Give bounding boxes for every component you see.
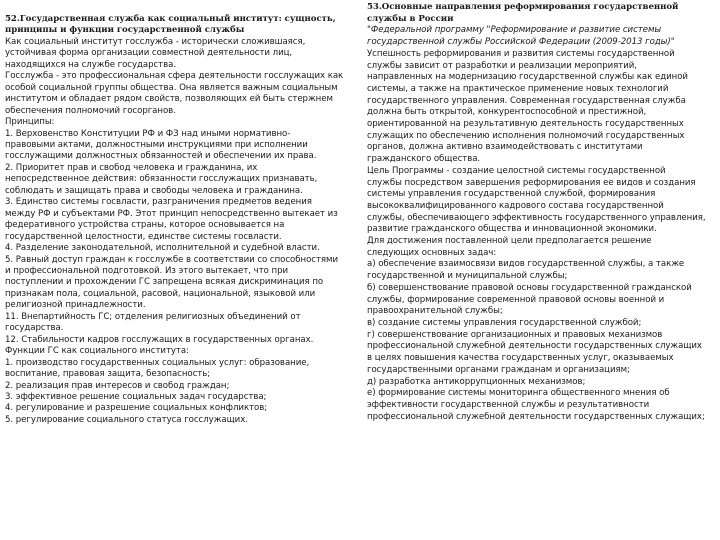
left-text-line: находящихся на службе государства. bbox=[5, 59, 177, 70]
left-text-line: федеративного устройства страны, которое основывается на bbox=[5, 220, 285, 231]
left-text-line: Функции ГС как социального института: bbox=[5, 346, 189, 357]
right-text-line: государственной и муниципальной службы; bbox=[367, 271, 568, 282]
left-text-line: 4. регулирование и разрешение социальных конфликтов; bbox=[5, 403, 268, 414]
right-text-line: "Федеральной программу "Реформирование и развитие системы bbox=[367, 25, 662, 36]
right-text-line: Цель Программы - создание целостной системы государственной bbox=[367, 165, 666, 176]
right-text-line: е) формирование системы мониторинга общественного мнения об bbox=[367, 388, 670, 399]
right-text-line: службы посредством завершения реформирования ее видов и создания bbox=[367, 177, 696, 188]
left-text-line: воспитание, правовая защита, безопасность; bbox=[5, 369, 211, 380]
right-text-line: ориентированной на результативную деятельность государственных bbox=[367, 119, 684, 130]
left-heading-line: 52.Государственная служба как социальный институт: сущность, bbox=[5, 14, 336, 24]
right-text-line: б) совершенствование правовой основы государственной гражданской bbox=[367, 282, 692, 293]
left-text-line: госслужащими должностных обязанностей и обеспечении их права. bbox=[5, 151, 317, 162]
left-text-line: государства. bbox=[5, 323, 64, 334]
left-text-line: признакам пола, социальной, расовой, национальной, языковой или bbox=[5, 288, 316, 299]
left-text-line: Как социальный институт госслужба - исторически сложившаяся, bbox=[5, 36, 306, 47]
right-text-line: системы управления государственной службой, формирования bbox=[367, 189, 656, 200]
right-text-line: должна быть открытой, конкурентоспособной и престижной, bbox=[367, 107, 647, 118]
left-text-line: 2. реализация прав интересов и свобод граждан; bbox=[5, 380, 230, 391]
right-heading-line: 53.Основные направления реформирования государственной bbox=[367, 2, 679, 12]
right-text-line: органов, должна активно взаимодействовать с институтами bbox=[367, 142, 643, 153]
right-text-line: Для достижения поставленной цели предполагается решение bbox=[367, 236, 652, 247]
right-text-line: государственной службы Российской Федерации (2009-2013 годы)" bbox=[367, 37, 675, 48]
left-text-line: обеспечения полномочий госорганов. bbox=[5, 105, 176, 116]
left-text-line: 1. Верховенство Конституции РФ и ФЗ над иными нормативно- bbox=[5, 128, 291, 139]
right-text-line: развитие гражданского общества и инновационной экономики. bbox=[367, 224, 657, 235]
left-column bbox=[5, 14, 350, 426]
right-column bbox=[367, 2, 715, 423]
right-text-line: системы, а также на практическое применение новых технологий bbox=[367, 83, 669, 94]
left-text-line: поступлении и прохождении ГС запрещена всякая дискриминация по bbox=[5, 277, 324, 288]
right-text-line: гражданского общества. bbox=[367, 154, 481, 165]
left-text-line: особой социальной группы общества. Она является важным социальным bbox=[5, 82, 338, 93]
left-text-line: соблюдать и защищать права и свободы человека и гражданина. bbox=[5, 185, 303, 196]
right-text-line: следующих основных задач: bbox=[367, 247, 497, 258]
right-text-line: д) разработка антикоррупционных механизмов; bbox=[367, 376, 586, 387]
left-text-line: 11. Внепартийность ГС; отделения религиозных объединений от bbox=[5, 311, 301, 322]
left-text-line: 1. производство государственных социальных услуг: образование, bbox=[5, 357, 310, 368]
left-text-line: и профессиональной подготовкой. Из этого вытекает, что при bbox=[5, 265, 289, 276]
right-text-line: профессиональной служебной деятельности государственных служащих bbox=[367, 341, 702, 352]
right-heading-line: службы в России bbox=[367, 13, 454, 24]
left-text-line: 3. эффективное решение социальных задач государства; bbox=[5, 391, 267, 402]
left-text-line: 5. регулирование социального статуса госслужащих. bbox=[5, 414, 248, 425]
left-text-line: правовыми актами, должностными инструкциями при исполнении bbox=[5, 139, 308, 150]
right-text-line: правоохранительной службы; bbox=[367, 306, 503, 317]
right-text-line: Успешность реформирования и развития системы государственной bbox=[367, 48, 675, 59]
left-text-line: институтом и обладает рядом свойств, позволяющих ей быть стержнем bbox=[5, 94, 333, 105]
left-text-line: устойчивая форма организации совместной деятельности лиц, bbox=[5, 48, 293, 59]
left-text-line: 5. Равный доступ граждан к госслужбе в соответствии со способностями bbox=[5, 254, 338, 265]
right-text-line: службы зависит от разработки и реализации мероприятий, bbox=[367, 60, 637, 71]
right-text-line: службы, формирование современной правовой основы военной и bbox=[367, 294, 665, 305]
right-text-line: эффективности государственной службы и результативности bbox=[367, 399, 650, 410]
right-text-line: направленных на модернизацию государственной службы как единой bbox=[367, 72, 688, 83]
left-text-line: Принципы: bbox=[5, 117, 55, 128]
right-text-line: государственного управления. Современная государственная служба bbox=[367, 95, 686, 106]
left-text-line: между РФ и субъектами РФ. Этот принцип непосредственно вытекает из bbox=[5, 208, 338, 219]
right-text-line: государственными органами гражданам и организациям; bbox=[367, 364, 630, 375]
left-text-line: государственной целостности, единстве системы госвласти. bbox=[5, 231, 282, 242]
right-text-line: высококвалифицированного кадрового состава государственной bbox=[367, 200, 664, 211]
left-text-line: 4. Разделение законодательной, исполнительной и судебной власти. bbox=[5, 243, 320, 254]
left-text-line: Госслужба - это профессиональная сфера деятельности госслужащих как bbox=[5, 71, 344, 82]
left-text-line: религиозной принадлежности. bbox=[5, 300, 146, 311]
left-text-line: 12. Стабильности кадров госслужащих в государственных органах. bbox=[5, 334, 314, 345]
right-text-line: г) совершенствование организационных и правовых механизмов bbox=[367, 329, 663, 340]
left-heading-line: принципы и функции государственной службы bbox=[5, 25, 245, 36]
right-text-line: в целях повышения качества государственных услуг, оказываемых bbox=[367, 353, 674, 364]
right-text-line: в) создание системы управления государственной службой; bbox=[367, 317, 642, 328]
right-text-line: профессиональной служебной деятельности государственных служащих; bbox=[367, 411, 705, 422]
left-text-line: непосредственное действия: обязанности госслужащих признавать, bbox=[5, 174, 318, 185]
right-text-line: службы, обеспечивающего эффективность государственного управления, bbox=[367, 212, 706, 223]
right-text-line: служащих по обеспечению исполнения полномочий государственных bbox=[367, 130, 685, 141]
left-text-line: 3. Единство системы госвласти, разграничения предметов ведения bbox=[5, 197, 312, 208]
right-text-line: а) обеспечение взаимосвязи видов государственной службы, а также bbox=[367, 259, 685, 270]
left-text-line: 2. Приоритет прав и свобод человека и гражданина, их bbox=[5, 162, 258, 173]
